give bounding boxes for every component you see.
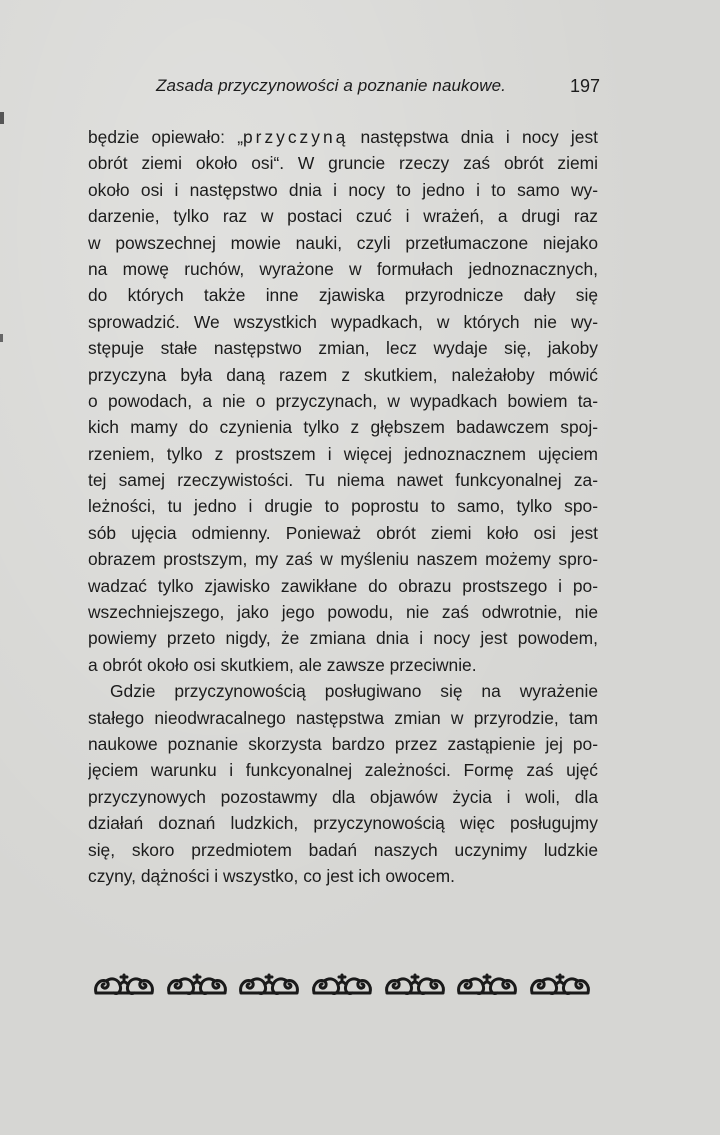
text-line: powiemy przeto nigdy, że zmiana dnia i nocy jest powodem, [88,628,598,649]
decorative-ornament-border [92,966,592,1006]
text-line: sób ujęcia odmienny. Ponieważ obrót ziemi koło osi jest [88,522,598,543]
scan-margin-mark [0,112,4,124]
text-line: o powodach, a nie o przyczynach, w wypadkach bowiem ta- [88,390,598,411]
scan-margin-mark [0,334,3,342]
ornament-motif-icon [165,971,229,1001]
text-line: obrazem prostszym, my zaś w myśleniu naszem możemy spro- [88,549,598,570]
text-line: leżności, tu jedno i drugie to poprostu to samo, tylko spo- [88,496,598,517]
text-line: w powszechnej mowie nauki, czyli przetłumaczone niejako [88,232,598,253]
emphasized-word: przyczyną [243,127,349,147]
running-title: Zasada przyczynowości a poznanie naukowe. [156,76,506,95]
text-line: przyczyna była daną razem z skutkiem, należałoby mówić [88,364,598,385]
ornament-motif-icon [92,971,156,1001]
text-line: obrót ziemi około osi“. W gruncie rzeczy zaś obrót ziemi [88,153,598,174]
text-line: Gdzie przyczynowością posługiwano się na wyrażenie [110,681,598,702]
ornament-motif-icon [455,971,519,1001]
text-line: sprowadzić. We wszystkich wypadkach, w których nie wy- [88,311,598,332]
text-line: jęciem warunku i funkcyonalnej zależności. Formę zaś ujęć [88,760,598,781]
text-line: się, skoro przedmiotem badań naszych uczynimy ludzkie [88,839,598,860]
text-line [88,124,598,150]
text-line: naukowe poznanie skorzysta bardzo przez zastąpienie jej po- [88,733,598,754]
body-text [88,124,598,889]
text-line: darzenie, tylko raz w postaci czuć i wrażeń, a drugi raz [88,206,598,227]
text-line: a obrót około osi skutkiem, ale zawsze przeciwnie. [88,654,477,675]
text-line: czyny, dążności i wszystko, co jest ich owocem. [88,865,455,886]
text-fragment: następstwa dnia i nocy jest [348,127,598,147]
text-line: stępuje stałe następstwo zmian, lecz wydaje się, jakoby [88,338,598,359]
text-line: wszechniejszego, jako jego powodu, nie zaś odwrotnie, nie [88,602,598,623]
text-fragment: będzie opiewało: „ [88,127,243,147]
ornament-motif-icon [528,971,592,1001]
ornament-motif-icon [383,971,447,1001]
text-line: tej samej rzeczywistości. Tu niema nawet funkcyonalnej za- [88,470,598,491]
text-line: rzeniem, tylko z prostszem i więcej jednoznacznem ujęciem [88,443,598,464]
text-line: na mowę ruchów, wyrażone w formułach jednoznacznych, [88,258,598,279]
text-line: kich mamy do czynienia tylko z głębszem badawczem spoj- [88,417,598,438]
page-number: 197 [569,76,600,96]
text-line: wadzać tylko zjawisko zawikłane do obrazu prostszego i po- [88,575,598,596]
text-line: stałego nieodwracalnego następstwa zmian w przyrodzie, tam [88,707,598,728]
ornament-motif-icon [310,971,374,1001]
page-header [90,74,600,104]
ornament-motif-icon [237,971,301,1001]
text-line: do których także inne zjawiska przyrodnicze dały się [88,285,598,306]
text-line: działań doznań ludzkich, przyczynowością więc posługujmy [88,813,598,834]
text-line: około osi i następstwo dnia i nocy to jedno i to samo wy- [88,179,598,200]
text-line: przyczynowych pozostawmy dla objawów życia i woli, dla [88,786,598,807]
